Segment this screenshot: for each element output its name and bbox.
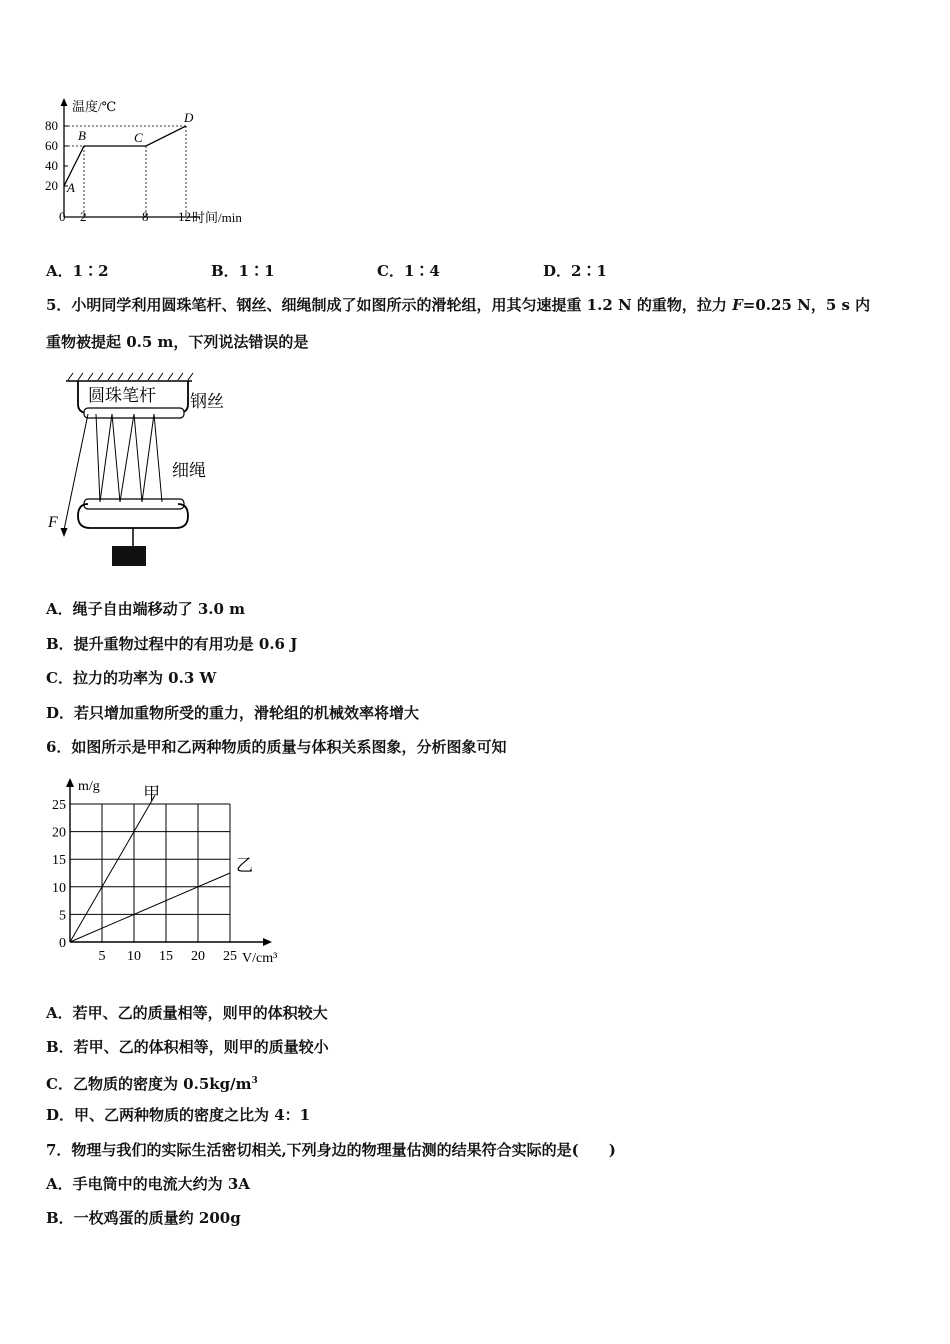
q4-option-a[interactable]: A．1∶2 [46, 262, 109, 280]
y-tick-label-20: 20 [45, 178, 58, 193]
chart-series [70, 795, 230, 942]
y-tick-label-80: 80 [45, 118, 58, 133]
x-tick-label-15: 15 [159, 949, 173, 964]
x-axis-arrow [263, 938, 272, 946]
q5-option-d[interactable]: D．若只增加重物所受的重力，滑轮组的机械效率将增大 [46, 704, 420, 722]
q6-stem: 6．如图所示是甲和乙两种物质的质量与体积关系图象，分析图象可知 [46, 738, 507, 756]
point-label-b: B [78, 128, 86, 143]
wire-label: 钢丝 [190, 392, 224, 411]
x-tick-label-20: 20 [191, 949, 205, 964]
q4-option-b[interactable]: B．1∶1 [211, 262, 275, 280]
q5-stem-part2: =0.25 N，5 s 内 [742, 296, 871, 314]
mass-volume-chart [40, 768, 290, 973]
y-axis-arrow [66, 778, 74, 787]
chart-grid [70, 804, 230, 942]
q5-option-a[interactable]: A．绳子自由端移动了 3.0 m [46, 600, 246, 618]
x-axis-label: 时间/min [192, 210, 242, 225]
point-label-d: D [184, 110, 194, 125]
graph-y-arrow [61, 98, 68, 106]
force-arrow-head [61, 528, 68, 537]
rope-label: 细绳 [172, 461, 206, 480]
q4-option-c[interactable]: C．1∶4 [377, 262, 440, 280]
x-tick-label-8: 8 [142, 209, 149, 224]
weight-block [112, 546, 146, 566]
y-tick-label-20: 20 [52, 825, 66, 841]
lower-rod [84, 499, 184, 509]
y-tick-label-25: 25 [52, 798, 66, 813]
x-tick-label-25: 25 [223, 949, 237, 964]
rod-label: 圆珠笔杆 [88, 386, 156, 405]
q4-option-d[interactable]: D．2∶1 [543, 262, 607, 280]
series-label-jia: 甲 [143, 784, 161, 804]
q6-option-a[interactable]: A．若甲、乙的质量相等，则甲的体积较大 [46, 1004, 328, 1022]
q5-option-b[interactable]: B．提升重物过程中的有用功是 0.6 J [46, 635, 298, 653]
series-label-yi: 乙 [236, 856, 253, 875]
q6-option-c[interactable] [46, 1071, 258, 1094]
q6-option-d[interactable]: D．甲、乙两种物质的密度之比为 4：1 [46, 1106, 311, 1124]
force-label: F [48, 514, 58, 531]
q5-option-c[interactable]: C．拉力的功率为 0.3 W [46, 669, 217, 687]
x-tick-label-2: 2 [80, 209, 87, 224]
series-line-yi [70, 873, 230, 942]
y-axis-label: 温度/℃ [72, 99, 117, 114]
y-tick-label-40: 40 [45, 158, 58, 173]
q6-option-c-superscript: 3 [251, 1076, 258, 1086]
point-label-a: A [67, 180, 75, 195]
y-tick-label-60: 60 [45, 138, 58, 153]
q7-stem: 7．物理与我们的实际生活密切相关,下列身边的物理量估测的结果符合实际的是( ) [46, 1141, 616, 1159]
chart-labels [52, 779, 277, 966]
x-tick-label-0: 0 [59, 209, 66, 224]
x-tick-label-5: 5 [98, 949, 106, 964]
q6-option-c-text: C．乙物质的密度为 0.5kg/m [46, 1075, 252, 1093]
x-tick-label-10: 10 [127, 949, 141, 964]
q7-option-a[interactable]: A．手电筒中的电流大约为 3A [46, 1175, 250, 1193]
temperature-time-graph [40, 95, 280, 235]
y-axis-label: m/g [78, 779, 100, 794]
point-label-c: C [134, 130, 143, 145]
q5-stem-force-symbol: F [732, 296, 743, 314]
x-axis-label: V/cm³ [242, 951, 278, 966]
q5-stem-part1: 5．小明同学利用圆珠笔杆、钢丝、细绳制成了如图所示的滑轮组，用其匀速提重 1.2 N 的重物，拉力 [46, 296, 733, 314]
q5-stem-line2: 重物被提起 0.5 m，下列说法错误的是 [46, 333, 309, 351]
y-tick-label-5: 5 [59, 908, 66, 924]
origin-label: 0 [59, 936, 66, 951]
pulley-figure [44, 368, 244, 570]
series-line-jia [70, 795, 155, 942]
q5-stem-line1 [46, 295, 870, 315]
q6-option-b[interactable]: B．若甲、乙的体积相等，则甲的质量较小 [46, 1038, 329, 1056]
ceiling-hatch [68, 373, 193, 380]
y-tick-label-10: 10 [52, 880, 66, 896]
y-tick-label-15: 15 [52, 853, 66, 869]
x-tick-label-12: 12 [178, 209, 191, 224]
q7-option-b[interactable]: B．一枚鸡蛋的质量约 200g [46, 1209, 241, 1227]
